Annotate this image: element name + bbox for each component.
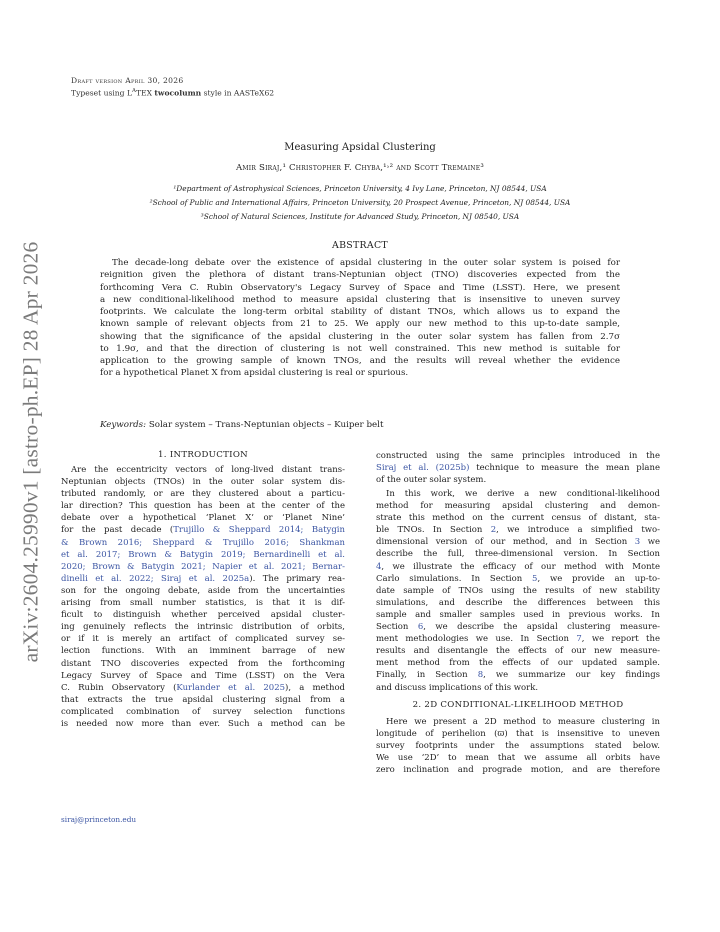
abstract-line: a new conditional-likelihood method to measure apsidal clustering that is insensitive to uneven survey — [100, 294, 620, 305]
line-text: Are the eccentricity vectors of long-lived distant trans- — [71, 465, 345, 475]
text-line — [376, 740, 660, 752]
text-line — [376, 597, 660, 609]
line-text: describe the full, three-dimensional version. In Section — [376, 549, 660, 560]
line-text: C. Rubin Observatory ( — [61, 682, 177, 693]
text-line — [376, 573, 660, 585]
line-text: results and disentangle the effects of our new measure- — [376, 646, 660, 657]
line-text: arising from small number statistics, is that it is dif- — [61, 598, 345, 609]
citation-link[interactable]: 2 — [490, 525, 497, 536]
text-line — [376, 609, 660, 621]
affiliation-3: ³School of Natural Sciences, Institute for Advanced Study, Princeton, NJ 08540, USA — [200, 212, 520, 221]
arxiv-identifier: arXiv:2604.25990v1 [astro-ph.EP] 28 Apr 2026 — [18, 241, 43, 663]
text-line — [376, 536, 660, 548]
text-line — [61, 573, 345, 585]
citation-link[interactable]: et al. 2017; Brown & Batygin 2019; Bernardinelli et al. — [61, 549, 345, 560]
text-line — [61, 633, 345, 645]
citation-link[interactable]: Trujillo & Sheppard 2014; Batygin — [173, 525, 345, 536]
line-text: Legacy Survey of Space and Time (LSST) on the Vera — [61, 670, 345, 681]
citation-link[interactable]: dinelli et al. 2022; Siraj et al. 2025a — [61, 573, 250, 584]
affiliation-1: ¹Department of Astrophysical Sciences, Princeton University, 4 Ivy Lane, Princeton, NJ 08544, USA — [173, 184, 547, 193]
text-line — [376, 669, 660, 681]
line-text: strate this method on the current census of distant, sta- — [376, 513, 660, 524]
abstract-line: showing that the significance of the apsidal clustering in the outer solar system has fallen from 2.7σ — [100, 331, 620, 342]
abstract-line: forthcoming Vera C. Rubin Observatory's Legacy Survey of Space and Time (LSST). Here, we present — [100, 282, 620, 293]
text-line — [376, 633, 660, 645]
text-line — [61, 670, 345, 682]
line-text: technique to measure the mean plane — [469, 463, 660, 474]
line-text: distant TNO discoveries expected from the forthcoming — [61, 658, 345, 669]
text-line — [61, 476, 345, 488]
line-text: for the past decade ( — [61, 525, 174, 536]
line-text: , we introduce a simplified two- — [496, 525, 660, 536]
line-text: We use ‘2D’ to mean that we assume all orbits have — [376, 753, 660, 764]
line-text: ficult to distinguish whether perceived apsidal cluster- — [61, 610, 345, 621]
text-line — [376, 561, 660, 573]
line-text: and discuss implications of this work. — [376, 682, 539, 693]
citation-link[interactable]: 3 — [634, 537, 641, 548]
introduction-continued — [376, 450, 660, 486]
line-text: ), a method — [285, 682, 346, 693]
text-line — [61, 488, 345, 500]
text-line — [376, 450, 660, 462]
citation-link[interactable]: 5 — [532, 573, 538, 584]
line-text: ment method from the effects of our updated sample. — [376, 658, 660, 669]
text-line — [376, 728, 660, 740]
text-line — [61, 512, 345, 524]
text-line — [376, 474, 660, 486]
text-line — [61, 718, 345, 730]
citation-link[interactable]: & Brown 2016; Sheppard & Trujillo 2016; Shankman — [61, 537, 345, 548]
text-line — [61, 694, 345, 706]
text-line — [376, 512, 660, 524]
section-2-heading: 2. 2D CONDITIONAL-LIKELIHOOD METHOD — [412, 700, 624, 710]
text-line — [61, 621, 345, 633]
text-line — [376, 645, 660, 657]
text-line — [61, 561, 345, 573]
text-line — [61, 706, 345, 718]
paper-header — [71, 76, 274, 99]
draft-version: Draft version April 30, 2026 — [71, 76, 184, 85]
text-line — [61, 500, 345, 512]
line-text: Section — [376, 622, 418, 633]
line-text: lar direction? This question has been at the center of the — [61, 501, 345, 512]
line-text: or if it is merely an artifact of complicated survey se- — [61, 634, 345, 645]
text-line — [376, 462, 660, 474]
text-line — [61, 537, 345, 549]
text-line — [61, 585, 345, 597]
typeset-note: Typeset using $L^ATEX$ twocolumn style in AASTeX62 — [71, 88, 275, 98]
line-text: date sample of TNOs using the results of new stability — [376, 585, 660, 596]
abstract-heading: ABSTRACT — [332, 240, 388, 251]
line-text: survey footprints under the assumptions stated below. — [376, 741, 660, 752]
affiliation-2: ²School of Public and International Affairs, Princeton University, 20 Prospect Avenue, Princeton, NJ 08544, USA — [149, 198, 571, 207]
abstract-body — [100, 257, 620, 380]
line-text: In this work, we derive a new conditional-likelihood — [386, 489, 660, 499]
line-text: zero inclination and prograde motion, and are therefore — [376, 765, 660, 776]
text-line — [376, 585, 660, 597]
section-2-body — [376, 716, 660, 776]
text-line — [61, 597, 345, 609]
abstract-line: known sample of relevant objects from 21 to 25. We apply our new method to this up-to-date sample, — [100, 319, 620, 330]
keywords: Keywords: Solar system – Trans-Neptunian objects – Kuiper belt — [100, 420, 384, 430]
line-text: method for measuring apsidal clustering and demon- — [376, 501, 660, 512]
line-text: we — [640, 537, 660, 548]
line-text: simulations, and describe the differences between this — [376, 597, 660, 608]
citation-link[interactable]: 7 — [576, 634, 582, 645]
line-text: , we provide an up-to- — [537, 573, 660, 584]
line-text: , we summarize our key findings — [483, 670, 660, 681]
citation-link[interactable]: 4 — [376, 561, 382, 572]
line-text: , we report the — [581, 634, 660, 645]
line-text: longitude of perihelion (ϖ) that is insensitive to uneven — [376, 729, 660, 740]
citation-link[interactable]: 2020; Brown & Batygin 2021; Napier et al. 2021; Bernar- — [61, 561, 345, 572]
citation-link[interactable]: Siraj et al. (2025b) — [376, 463, 470, 474]
author-email[interactable]: siraj@princeton.edu — [61, 815, 137, 824]
text-line — [61, 658, 345, 670]
introduction-body — [61, 464, 345, 730]
line-text: complicated combination of survey selection functions — [61, 706, 345, 717]
text-line — [61, 609, 345, 621]
paper-title: Measuring Apsidal Clustering — [284, 142, 436, 153]
line-text: sample and smaller samples used in previous works. In — [376, 609, 660, 620]
text-line — [61, 682, 345, 694]
abstract-line: to 1.9σ, and that the direction of clustering is not well constrained. This new method is suitable for — [100, 343, 620, 354]
line-text: , we describe the apsidal clustering measure- — [423, 622, 660, 633]
abstract-line: for a hypothetical Planet X from apsidal clustering is real or spurious. — [100, 368, 409, 379]
line-text: that extracts the true apsidal clustering signal from a — [61, 694, 345, 705]
text-line — [376, 548, 660, 560]
line-text: Carlo simulations. In Section — [376, 573, 533, 584]
text-line — [376, 764, 660, 776]
abstract-line: application to the growing sample of known TNOs, and the results will reveal whether the evidence — [100, 356, 620, 366]
text-line — [376, 752, 660, 764]
line-text: dimensional version of our method, and in Section — [376, 537, 635, 548]
text-line — [376, 657, 660, 669]
text-line — [61, 549, 345, 561]
line-text: of the outer solar system. — [376, 475, 487, 486]
line-text: Finally, in Section — [376, 670, 478, 681]
line-text: constructed using the same principles introduced in the — [376, 451, 660, 461]
line-text: son for the ongoing debate, aside from the uncertainties — [61, 585, 345, 596]
text-line — [376, 500, 660, 512]
citation-link[interactable]: Kurlander et al. 2025 — [176, 682, 286, 693]
line-text: ment methodologies we use. In Section — [376, 634, 577, 645]
line-text: lection functions. With an imminent barrage of new — [61, 646, 345, 657]
line-text: Here we present a 2D method to measure clustering in — [386, 717, 660, 727]
text-line — [376, 621, 660, 633]
text-line — [376, 524, 660, 536]
abstract-line: The decade-long debate over the existence of apsidal clustering in the outer solar system is poised for — [112, 258, 620, 268]
text-line — [376, 682, 660, 694]
line-text: tributed randomly, or are they clustered about a particu- — [61, 489, 345, 500]
line-text: Neptunian objects (TNOs) in the outer solar system dis- — [61, 477, 345, 488]
citation-link[interactable]: 6 — [417, 622, 424, 633]
author-list: Amir Siraj,¹ Christopher F. Chyba,¹˒² and Scott Tremaine³ — [236, 163, 484, 173]
line-text: ble TNOs. In Section — [376, 525, 491, 536]
text-line — [61, 524, 345, 536]
text-line — [376, 716, 660, 728]
line-text: ). The primary rea- — [249, 573, 345, 584]
text-line — [376, 488, 660, 500]
line-text: is needed now more than ever. Such a method can be — [61, 718, 345, 729]
abstract-line: reignition given the plethora of distant trans-Neptunian object (TNO) discoveries expected from the — [100, 270, 620, 281]
section-1-heading: 1. INTRODUCTION — [158, 450, 248, 460]
citation-link[interactable]: 8 — [477, 670, 484, 681]
abstract-line: footprints. We calculate the long-term orbital stability of distant TNOs, which allows us to expand the — [100, 307, 620, 317]
line-text: debate over a hypothetical ‘Planet X’ or ‘Planet Nine’ — [61, 513, 345, 524]
text-line — [61, 464, 345, 476]
line-text: ing genuinely reflects the intrinsic distribution of orbits, — [61, 622, 345, 633]
text-line — [61, 645, 345, 657]
paper-outline — [376, 488, 660, 694]
line-text: , we illustrate the efficacy of our method with Monte — [381, 561, 660, 572]
